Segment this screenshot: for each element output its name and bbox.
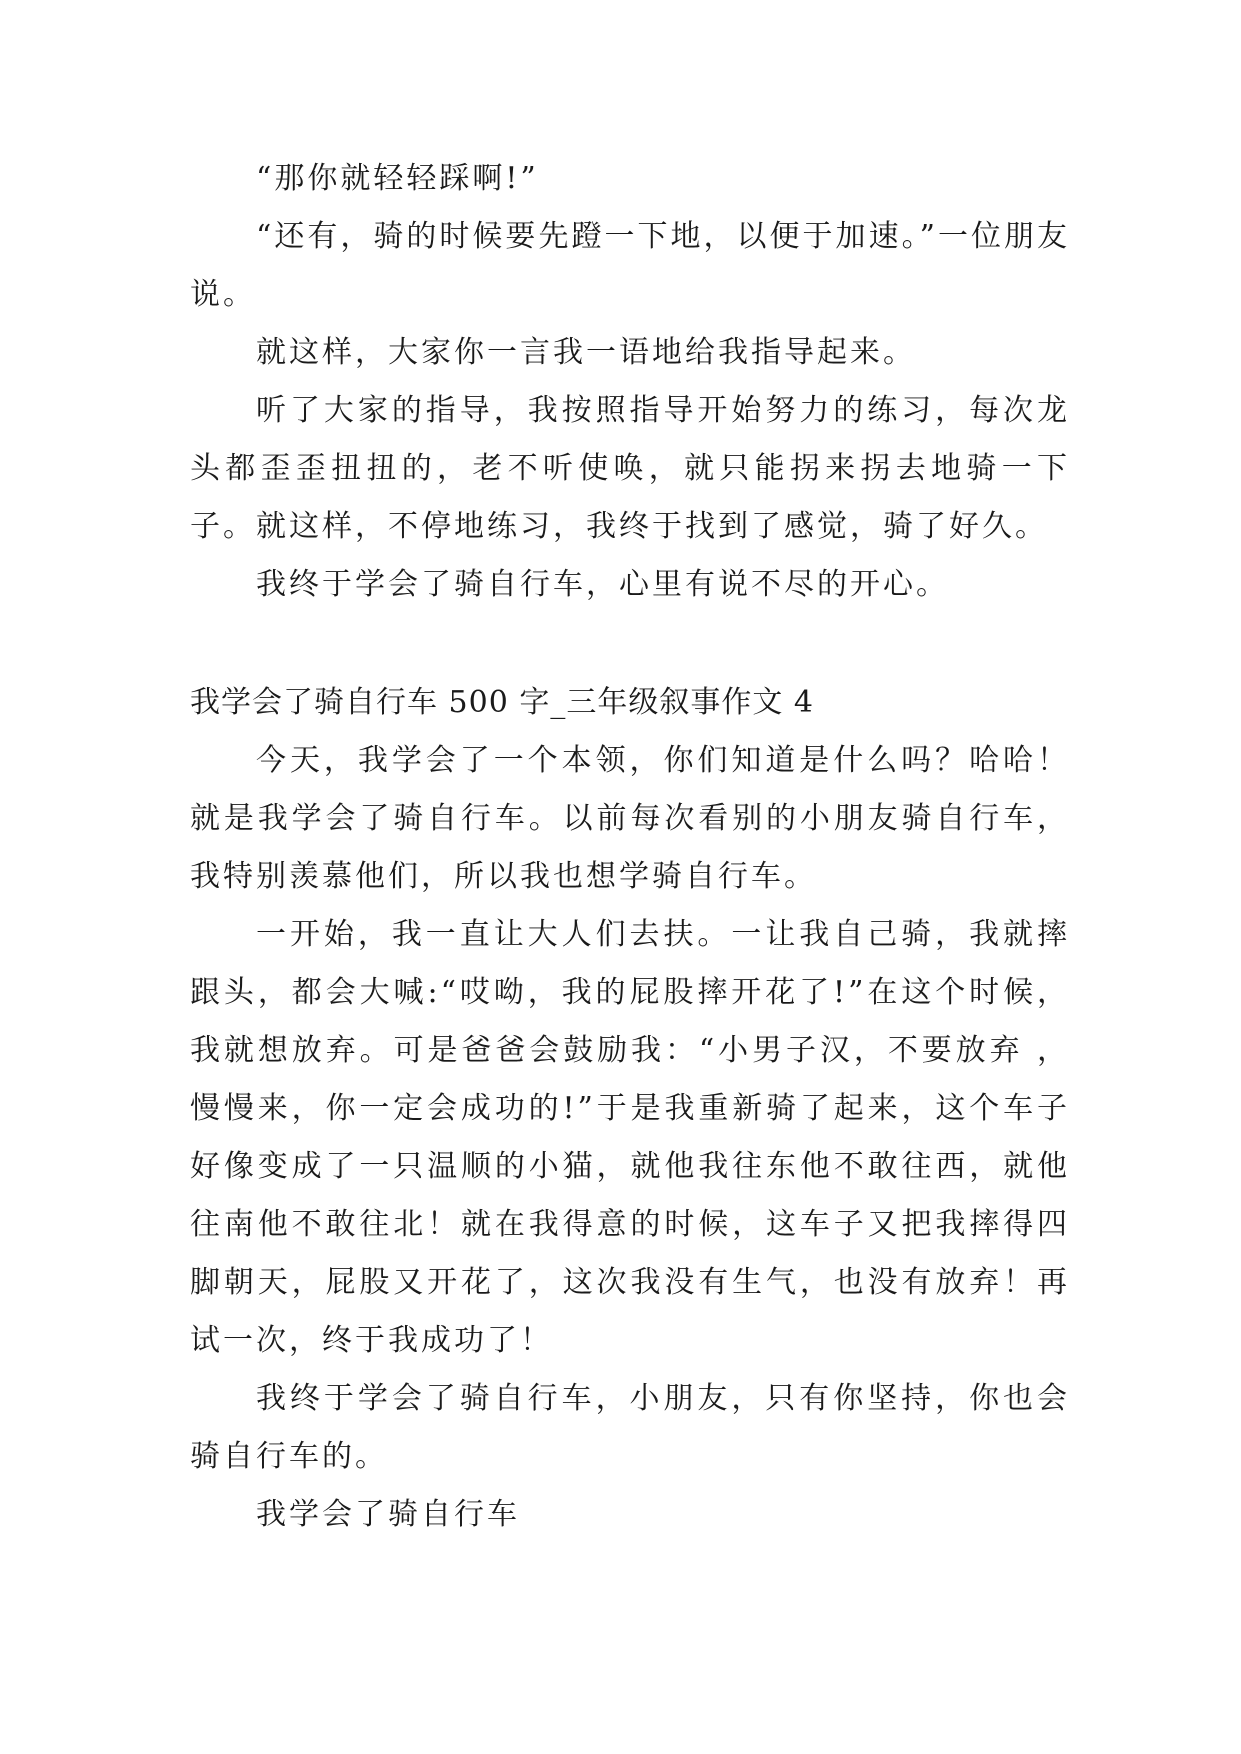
paragraph: 就这样，大家你一言我一语地给我指导起来。 <box>256 335 916 370</box>
paragraph: 听了大家的指导，我按照指导开始努力的练习，每次龙头都歪歪扭扭的，老不听使唤，就只能拐来拐去地骑一下子。就这样，不停地练习，我终于找到了感觉，骑了好久。 <box>190 393 1070 544</box>
paragraph: “还有，骑的时候要先蹬一下地，以便于加速。”一位朋友说。 <box>190 219 1070 312</box>
paragraph: 我终于学会了骑自行车，小朋友，只有你坚持，你也会骑自行车的。 <box>190 1381 1070 1474</box>
document-body <box>190 150 1070 1544</box>
paragraph: “那你就轻轻踩啊!” <box>256 161 539 196</box>
paragraph: 我学会了骑自行车 <box>256 1497 520 1532</box>
paragraph: 我终于学会了骑自行车，心里有说不尽的开心。 <box>256 567 949 602</box>
section-heading: 我学会了骑自行车 500 字_三年级叙事作文 4 <box>190 685 814 720</box>
paragraph: 一开始，我一直让大人们去扶。一让我自己骑，我就摔跟头，都会大喊:“哎呦，我的屁股摔开花了!”在这个时候，我就想放弃。可是爸爸会鼓励我：“小男子汉，不要放弃 ，慢慢来，你一定会成功的!”于是我重新骑了起来，这个车子好像变成了一只温顺的小猫，就他我往东他不敢往西，就他往南他不敢往北！就在我得意的时候，这车子又把我摔得四脚朝天，屁股又开花了，这次我没有生气，也没有放弃！再试一次，终于我成功了！ <box>190 917 1070 1358</box>
paragraph: 今天，我学会了一个本领，你们知道是什么吗？哈哈！就是我学会了骑自行车。以前每次看别的小朋友骑自行车，我特别羡慕他们，所以我也想学骑自行车。 <box>190 743 1070 894</box>
